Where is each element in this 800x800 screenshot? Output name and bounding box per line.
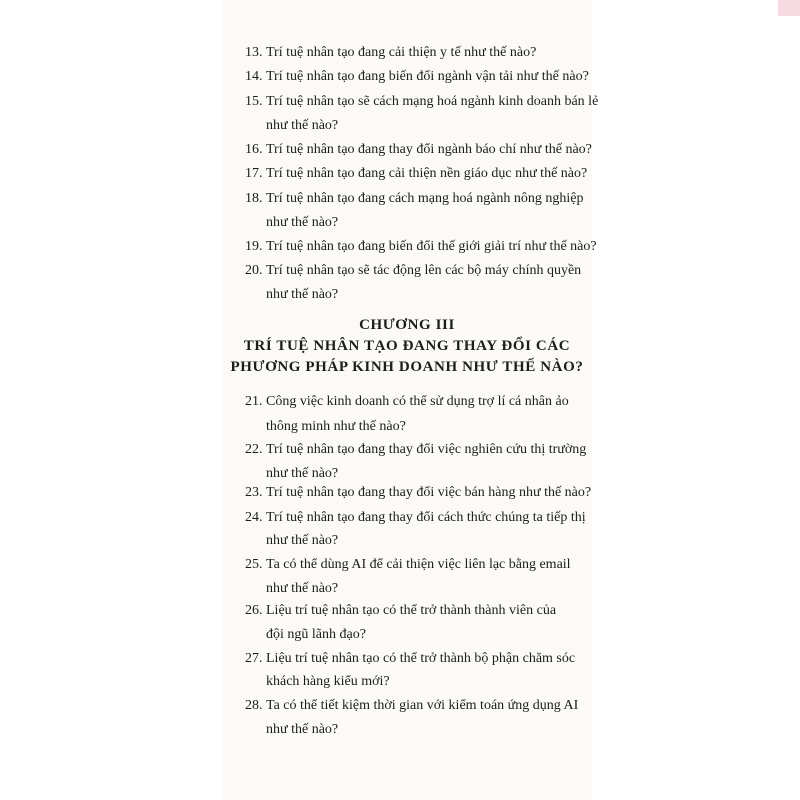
toc-entry-title-line: Trí tuệ nhân tạo đang cải thiện y tế như thế nào? bbox=[266, 45, 537, 60]
toc-entry-number: 24. bbox=[245, 510, 263, 525]
toc-entry-number: 20. bbox=[245, 263, 263, 278]
toc-entry-title-line: Công việc kinh doanh có thể sử dụng trợ lí cá nhân ảo bbox=[266, 394, 569, 409]
chapter-title-line: TRÍ TUỆ NHÂN TẠO ĐANG THAY ĐỔI CÁC bbox=[243, 338, 571, 354]
toc-entry-number: 22. bbox=[245, 442, 263, 457]
toc-entry-title-line: như thế nào? bbox=[266, 118, 339, 133]
toc-entry-title-line: Trí tuệ nhân tạo sẽ cách mạng hoá ngành kinh doanh bán lẻ bbox=[266, 94, 599, 109]
toc-entry-title-line: Liệu trí tuệ nhân tạo có thể trở thành bộ phận chăm sóc bbox=[266, 651, 576, 666]
chapter-title-line: PHƯƠNG PHÁP KINH DOANH NHƯ THẾ NÀO? bbox=[230, 359, 584, 375]
toc-entry-title-line: Trí tuệ nhân tạo sẽ tác động lên các bộ máy chính quyền bbox=[266, 263, 582, 278]
toc-entry-number: 25. bbox=[245, 557, 263, 572]
toc-entry-number: 14. bbox=[245, 69, 263, 84]
toc-entry-title-line: Liệu trí tuệ nhân tạo có thể trở thành thành viên của bbox=[266, 603, 557, 618]
toc-entry-number: 18. bbox=[245, 191, 263, 206]
toc-entry-title-line: như thế nào? bbox=[266, 466, 339, 481]
toc-entry-number: 15. bbox=[245, 94, 263, 109]
toc-entry-title-line: Trí tuệ nhân tạo đang biến đổi ngành vận tải như thế nào? bbox=[266, 69, 589, 84]
toc-entry-number: 27. bbox=[245, 651, 263, 666]
toc-entry-title-line: như thế nào? bbox=[266, 581, 339, 596]
toc-entry-title-line: Ta có thể tiết kiệm thời gian với kiểm toán ứng dụng AI bbox=[266, 698, 579, 713]
toc-entry-title-line: Trí tuệ nhân tạo đang thay đổi việc bán hàng như thế nào? bbox=[266, 485, 592, 500]
toc-entry-title-line: Ta có thể dùng AI để cải thiện việc liên lạc bằng email bbox=[266, 557, 571, 572]
toc-entry-title-line: Trí tuệ nhân tạo đang thay đổi ngành báo chí như thế nào? bbox=[266, 142, 592, 157]
toc-entry-title-line: thông minh như thế nào? bbox=[266, 419, 406, 434]
toc-entry-number: 17. bbox=[245, 166, 263, 181]
toc-entry-title-line: như thế nào? bbox=[266, 722, 339, 737]
toc-entry-title-line: Trí tuệ nhân tạo đang thay đổi việc nghiên cứu thị trường bbox=[266, 442, 587, 457]
toc-entry-title-line: Trí tuệ nhân tạo đang thay đổi cách thức chúng ta tiếp thị bbox=[266, 510, 586, 525]
chapter-label: CHƯƠNG III bbox=[359, 317, 455, 333]
toc-entry-number: 19. bbox=[245, 239, 263, 254]
toc-entry-number: 26. bbox=[245, 603, 263, 618]
toc-entry-number: 28. bbox=[245, 698, 263, 713]
toc-entry-number: 16. bbox=[245, 142, 263, 157]
toc-entry-number: 23. bbox=[245, 485, 263, 500]
toc-entry-number: 21. bbox=[245, 394, 263, 409]
toc-entry-number: 13. bbox=[245, 45, 263, 60]
toc-entry-title-line: Trí tuệ nhân tạo đang cải thiện nền giáo dục như thế nào? bbox=[266, 166, 588, 181]
corner-mark bbox=[778, 0, 800, 16]
toc-entry-title-line: đội ngũ lãnh đạo? bbox=[266, 627, 366, 642]
toc-entry-title-line: khách hàng kiểu mới? bbox=[266, 674, 390, 689]
toc-entry-title-line: Trí tuệ nhân tạo đang cách mạng hoá ngành nông nghiệp bbox=[266, 191, 584, 206]
toc-entry-title-line: như thế nào? bbox=[266, 287, 339, 302]
toc-entry-title-line: như thế nào? bbox=[266, 215, 339, 230]
toc-entry-title-line: như thế nào? bbox=[266, 533, 339, 548]
toc-entry-title-line: Trí tuệ nhân tạo đang biến đổi thế giới giải trí như thế nào? bbox=[266, 239, 597, 254]
